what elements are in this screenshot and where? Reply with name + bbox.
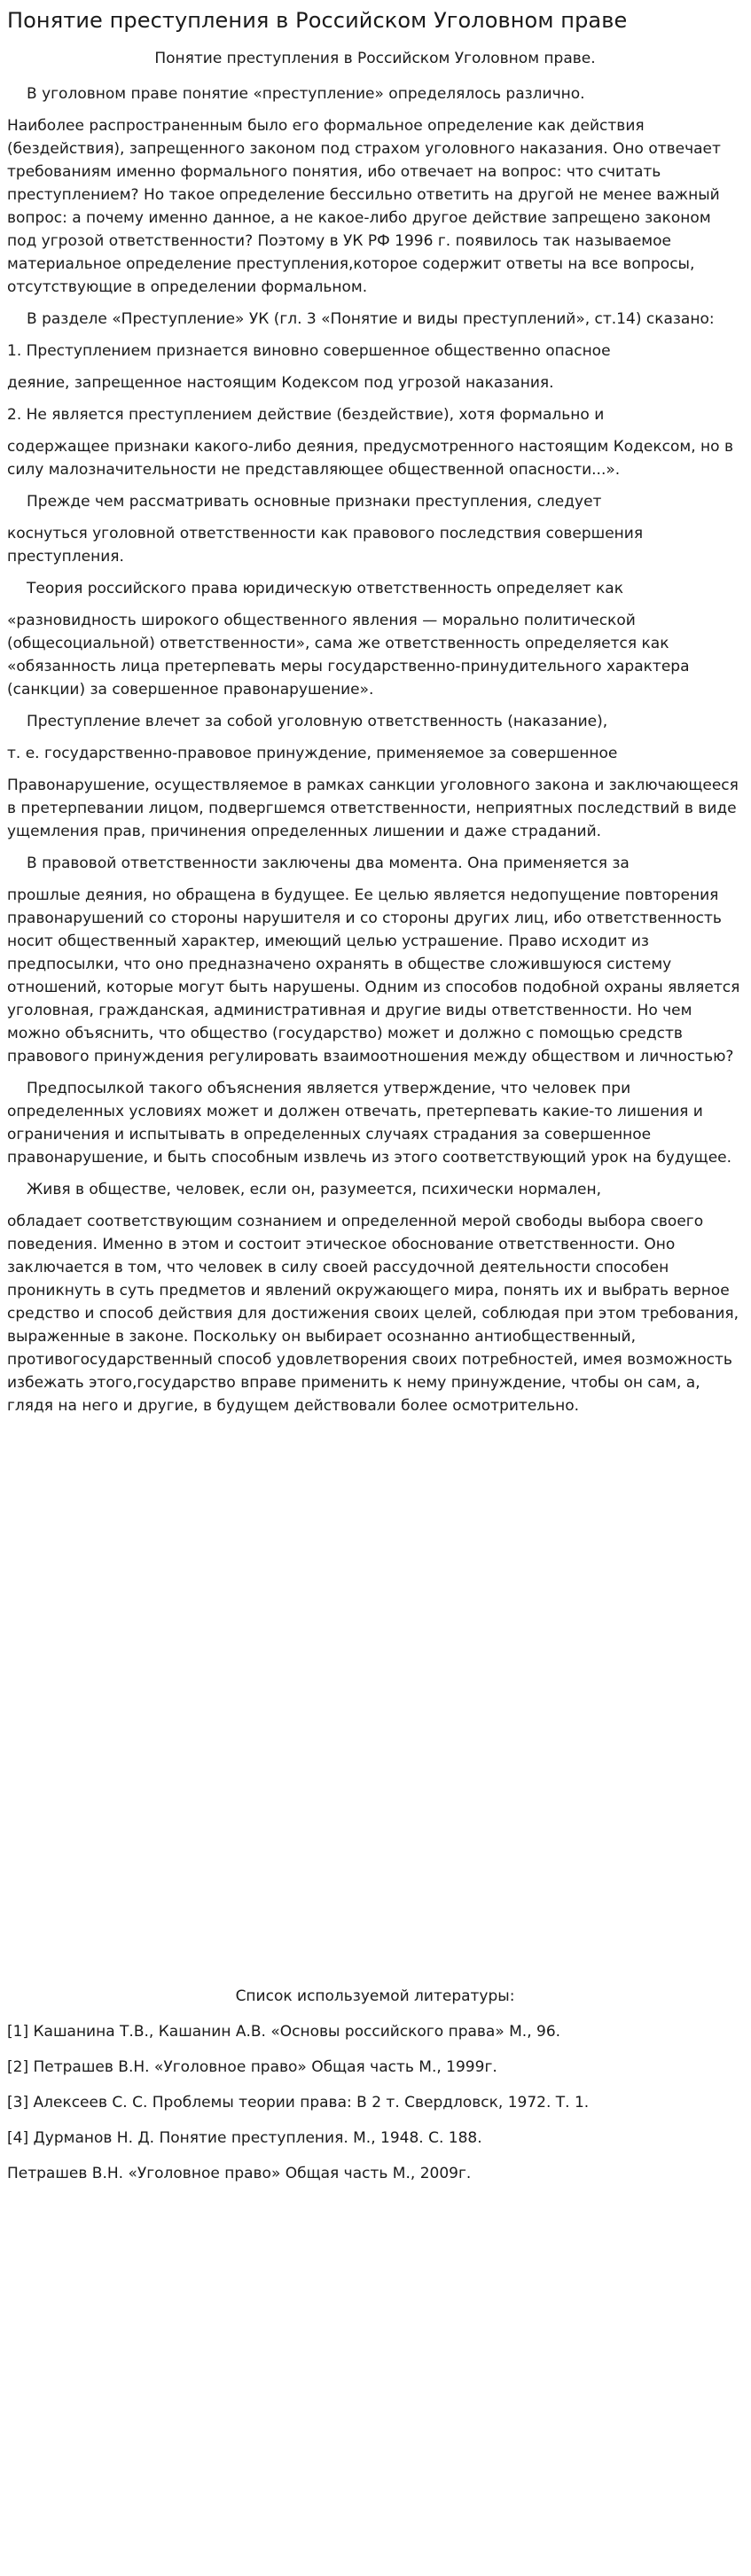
paragraph: Теория российского права юридическую ответственность определяет как: [27, 580, 623, 597]
paragraph: Предпосылкой такого объяснения является утверждение, что человек при определенных условиях может и должен отвечать, претерпевать какие-то лишения и ограничения и испытывать в определенных случаях страдания за совершенное правонарушение, и быть способным извлечь из этого соответствующий урок на будущее.: [7, 1080, 732, 1167]
document: [7, 0, 743, 2197]
paragraph: 2. Не является преступлением действие (бездействие), хотя формально и: [7, 406, 605, 424]
paragraph: содержащее признаки какого-либо деяния, предусмотренного настоящим Кодексом, но в силу малозначительности не представляющее общественной опасности...».: [7, 438, 733, 479]
blank-space: [7, 1426, 743, 1985]
references-title: Список используемой литературы:: [235, 1987, 515, 2005]
paragraph: прошлые деяния, но обращена в будущее. Ее целью является недопущение повторения правонарушений со стороны нарушителя и со стороны других лиц, ибо ответственность носит общественный характер, имеющий целью устрашение. Право исходит из предпосылки, что оно предназначено охранять в обществе сложившуюся систему отношений, которые могут быть нарушены. Одним из способов подобной охраны является уголовная, гражданская, административная и другие виды ответственности. Но чем можно объяснить, что общество (государство) может и должно с помощью средств правового принуждения регулировать взаимоотношения между обществом и личностью?: [7, 886, 740, 1066]
paragraph: деяние, запрещенное настоящим Кодексом под угрозой наказания.: [7, 374, 554, 392]
paragraph: В уголовном праве понятие «преступление» определялось различно.: [27, 85, 585, 103]
paragraph: обладает соответствующим сознанием и определенной мерой свободы выбора своего поведения. Именно в этом и состоит этическое обоснование ответственности. Оно заключается в том, что человек в силу своей рассудочной деятельности способен проникнуть в суть предметов и явлений окружающего мира, понять их и выбрать верное средство и способ действия для достижения своих целей, соблюдая при этом требования, выраженные в законе. Поскольку он выбирает осознанно антиобщественный, противогосударственный способ удовлетворения своих потребностей, имея возможность избежать этого,государство вправе применить к нему принуждение, чтобы он сам, а, глядя на него и другие, в будущем действовали более осмотрительно.: [7, 1213, 739, 1415]
reference-item: [4] Дурманов Н. Д. Понятие преступления. М., 1948. С. 188.: [7, 2129, 482, 2147]
paragraph: «разновидность широкого общественного явления — морально политической (общесоциальной) ответственности», сама же ответственность определяется как «обязанность лица претерпевать меры государственно-принудительного характера (санкции) за совершенное правонарушение».: [7, 612, 690, 699]
reference-item: Петрашев В.Н. «Уголовное право» Общая часть М., 2009г.: [7, 2165, 472, 2182]
paragraph: т. е. государственно-правовое принуждение, применяемое за совершенное: [7, 745, 618, 762]
paragraph: Преступление влечет за собой уголовную ответственность (наказание),: [27, 713, 608, 730]
reference-item: [3] Алексеев С. С. Проблемы теории права: В 2 т. Свердловск, 1972. Т. 1.: [7, 2094, 590, 2112]
paragraph: Прежде чем рассматривать основные признаки преступления, следует: [27, 493, 602, 511]
paragraph: 1. Преступлением признается виновно совершенное общественно опасное: [7, 342, 611, 360]
paragraph: Живя в обществе, человек, если он, разумеется, психически нормален,: [27, 1181, 602, 1198]
paragraph: В правовой ответственности заключены два момента. Она применяется за: [27, 855, 630, 872]
paragraph: Правонарушение, осуществляемое в рамках санкции уголовного закона и заключающееся в претерпевании лицом, подвергшемся ответственности, неприятных последствий в виде ущемления прав, причинения определенных лишении и даже страданий.: [7, 777, 739, 840]
document-subtitle: Понятие преступления в Российском Уголовном праве.: [154, 50, 596, 67]
paragraph: коснуться уголовной ответственности как правового последствия совершения преступления.: [7, 525, 644, 566]
page-title: Понятие преступления в Российском Уголовном праве: [7, 8, 628, 33]
reference-item: [1] Кашанина Т.В., Кашанин А.В. «Основы российского права» М., 96.: [7, 2023, 561, 2041]
paragraph: Наиболее распространенным было его формальное определение как действия (бездействия), запрещенного законом под страхом уголовного наказания. Оно отвечает требованиям именно формального понятия, ибо отвечает на вопрос: что считать преступлением? Но такое определение бессильно ответить на другой не менее важный вопрос: а почему именно данное, а не какое-либо другое действие запрещено законом под угрозой ответственности? Поэтому в УК РФ 1996 г. появилось так называемое материальное определение преступления,которое содержит ответы на все вопросы, отсутствующие в определении формальном.: [7, 117, 721, 296]
paragraph: В разделе «Преступление» УК (гл. 3 «Понятие и виды преступлений», ст.14) сказано:: [27, 310, 715, 328]
reference-item: [2] Петрашев В.Н. «Уголовное право» Общая часть М., 1999г.: [7, 2058, 497, 2076]
